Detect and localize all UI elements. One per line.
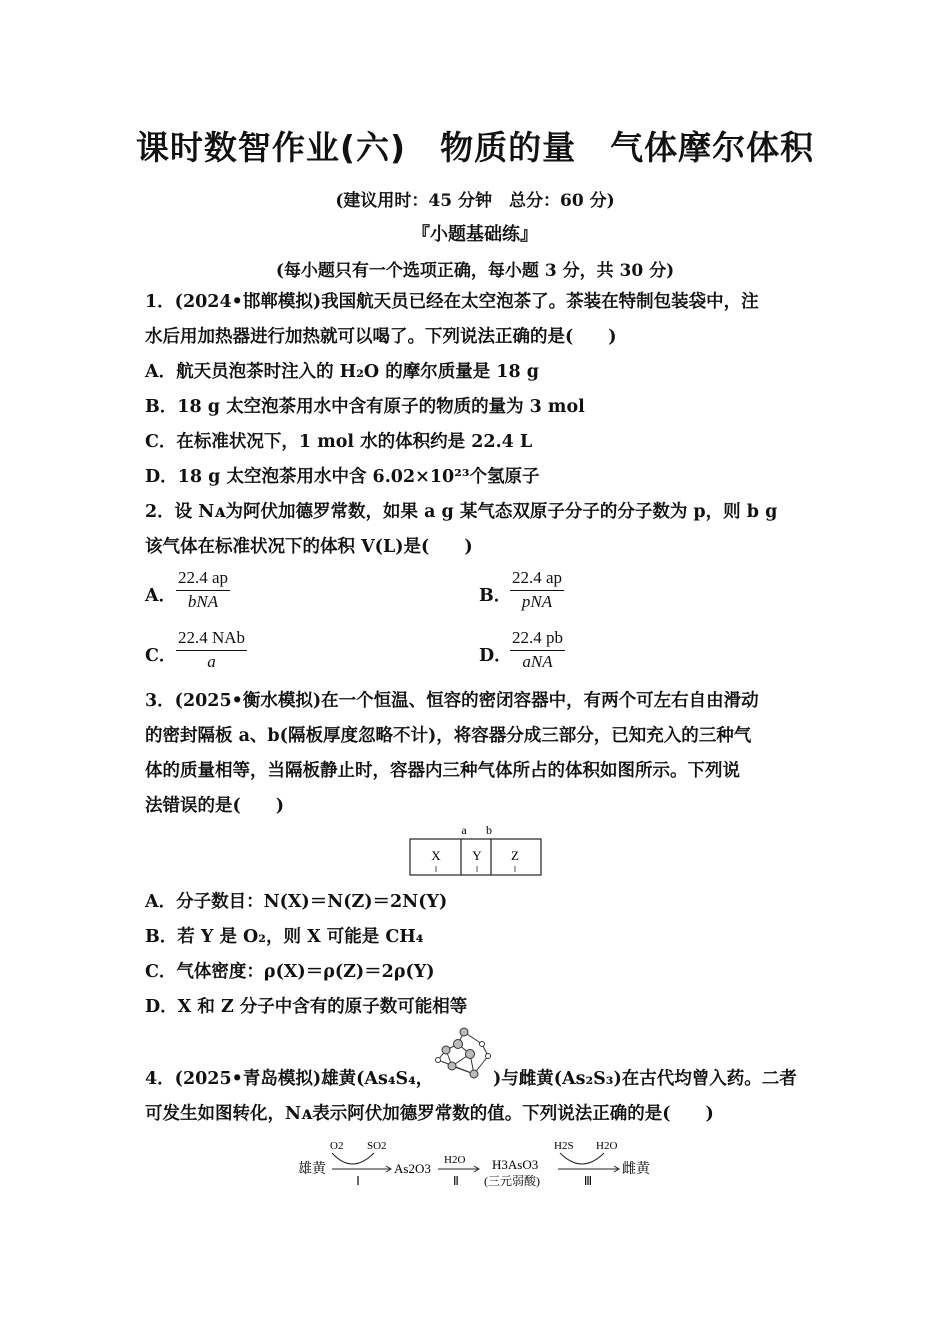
q1-option-b: B．18 g 太空泡茶用水中含有原子的物质的量为 3 mol (145, 397, 585, 417)
q1-option-a: A．航天员泡茶时注入的 H₂O 的摩尔质量是 18 g (145, 362, 539, 382)
time-score-note: (建议用时：45 分钟 总分：60 分) (335, 191, 615, 211)
scheme-h3aso3-note: (三元弱酸) (484, 1174, 540, 1188)
q2-option-d-numerator: 22.4 pb (510, 628, 565, 651)
page-title: 课时数智作业(六) 物质的量 气体摩尔体积 (135, 128, 815, 167)
q4-stem-line1b: )与雌黄(As₂S₃)在古代均曾入药。二者 (493, 1069, 797, 1089)
q1-stem-line2: 水后用加热器进行加热就可以喝了。下列说法正确的是( ) (145, 327, 617, 347)
q4-stem-line1a: 4．(2025•青岛模拟)雄黄(As₄S₄， (145, 1069, 434, 1089)
as4s4-structure-image (424, 1026, 496, 1086)
step3-label: Ⅲ (583, 1174, 593, 1188)
scheme-end: 雌黄 (622, 1162, 650, 1177)
gas-z-label: Z (511, 848, 519, 863)
q3-option-a: A．分子数目：N(X)＝N(Z)＝2N(Y) (145, 892, 448, 912)
q2-stem-line1: 2．设 Nᴀ为阿伏加德罗常数，如果 a g 某气态双原子分子的分子数为 p，则 b g (145, 502, 778, 522)
step3-reagent: H2S (554, 1140, 574, 1152)
q1-stem-line1: 1．(2024•邯郸模拟)我国航天员已经在太空泡茶了。茶装在特制包装袋中，注 (145, 292, 759, 312)
q2-stem-line2: 该气体在标准状况下的体积 V(L)是( ) (145, 537, 473, 557)
section-instructions: (每小题只有一个选项正确，每小题 3 分，共 30 分) (275, 261, 675, 281)
step3-product: H2O (596, 1140, 618, 1152)
q3-option-b: B．若 Y 是 O₂，则 X 可能是 CH₄ (145, 927, 424, 947)
q3-option-d: D．X 和 Z 分子中含有的原子数可能相等 (145, 997, 468, 1017)
scheme-start: 雄黄 (298, 1162, 326, 1177)
step1-reagent: O2 (330, 1140, 344, 1152)
q2-option-b-fraction (510, 568, 564, 612)
q2-option-d-label: D． (479, 646, 512, 666)
q3-stem-line4: 法错误的是( ) (145, 796, 285, 816)
q2-option-d-fraction (510, 628, 565, 672)
q3-stem-line3: 体的质量相等，当隔板静止时，容器内三种气体所占的体积如图所示。下列说 (145, 761, 740, 781)
q4-stem-line2: 可发生如图转化，Nᴀ表示阿伏加德罗常数的值。下列说法正确的是( ) (145, 1104, 714, 1124)
step2-label: Ⅱ (453, 1174, 459, 1188)
gas-x-label: X (431, 848, 441, 863)
step1-label: Ⅰ (356, 1174, 360, 1188)
q3-container-figure (405, 820, 545, 880)
partition-a-label: a (461, 823, 467, 837)
q3-stem-line1: 3．(2025•衡水模拟)在一个恒温、恒容的密闭容器中，有两个可左右自由滑动 (145, 691, 759, 711)
scheme-h3aso3: H3AsO3 (492, 1157, 539, 1172)
q3-stem-line2: 的密封隔板 a、b(隔板厚度忽略不计)，将容器分成三部分，已知充入的三种气 (145, 726, 752, 746)
q2-option-b-denominator: pNA (521, 592, 553, 611)
q2-option-a-numerator: 22.4 ap (176, 568, 230, 591)
q2-option-c-label: C． (145, 646, 177, 666)
q4-conversion-scheme (292, 1135, 662, 1193)
q2-option-d-denominator: aNA (522, 652, 553, 671)
q2-option-c-fraction (176, 628, 247, 672)
section-heading: 『小题基础练』 (412, 224, 538, 245)
step1-curve-arrow (332, 1153, 374, 1164)
q2-option-a-label: A． (145, 586, 177, 606)
q2-option-b-numerator: 22.4 ap (510, 568, 564, 591)
q2-option-a-fraction (176, 568, 230, 612)
q3-option-c: C．气体密度：ρ(X)＝ρ(Z)＝2ρ(Y) (145, 962, 435, 982)
step2-reagent: H2O (444, 1154, 466, 1166)
scheme-as2o3: As2O3 (394, 1161, 431, 1176)
q2-option-c-numerator: 22.4 NAb (176, 628, 247, 651)
gas-y-label: Y (472, 848, 482, 863)
q1-option-c: C．在标准状况下，1 mol 水的体积约是 22.4 L (145, 432, 533, 452)
step1-product: SO2 (367, 1140, 387, 1152)
q1-option-d: D．18 g 太空泡茶用水中含 6.02×10²³个氢原子 (145, 467, 540, 487)
q2-option-a-denominator: bNA (187, 592, 219, 611)
q2-option-b-label: B． (479, 586, 512, 606)
partition-b-label: b (486, 823, 492, 837)
step3-curve-arrow (560, 1153, 604, 1164)
q2-option-c-denominator: a (207, 652, 216, 671)
